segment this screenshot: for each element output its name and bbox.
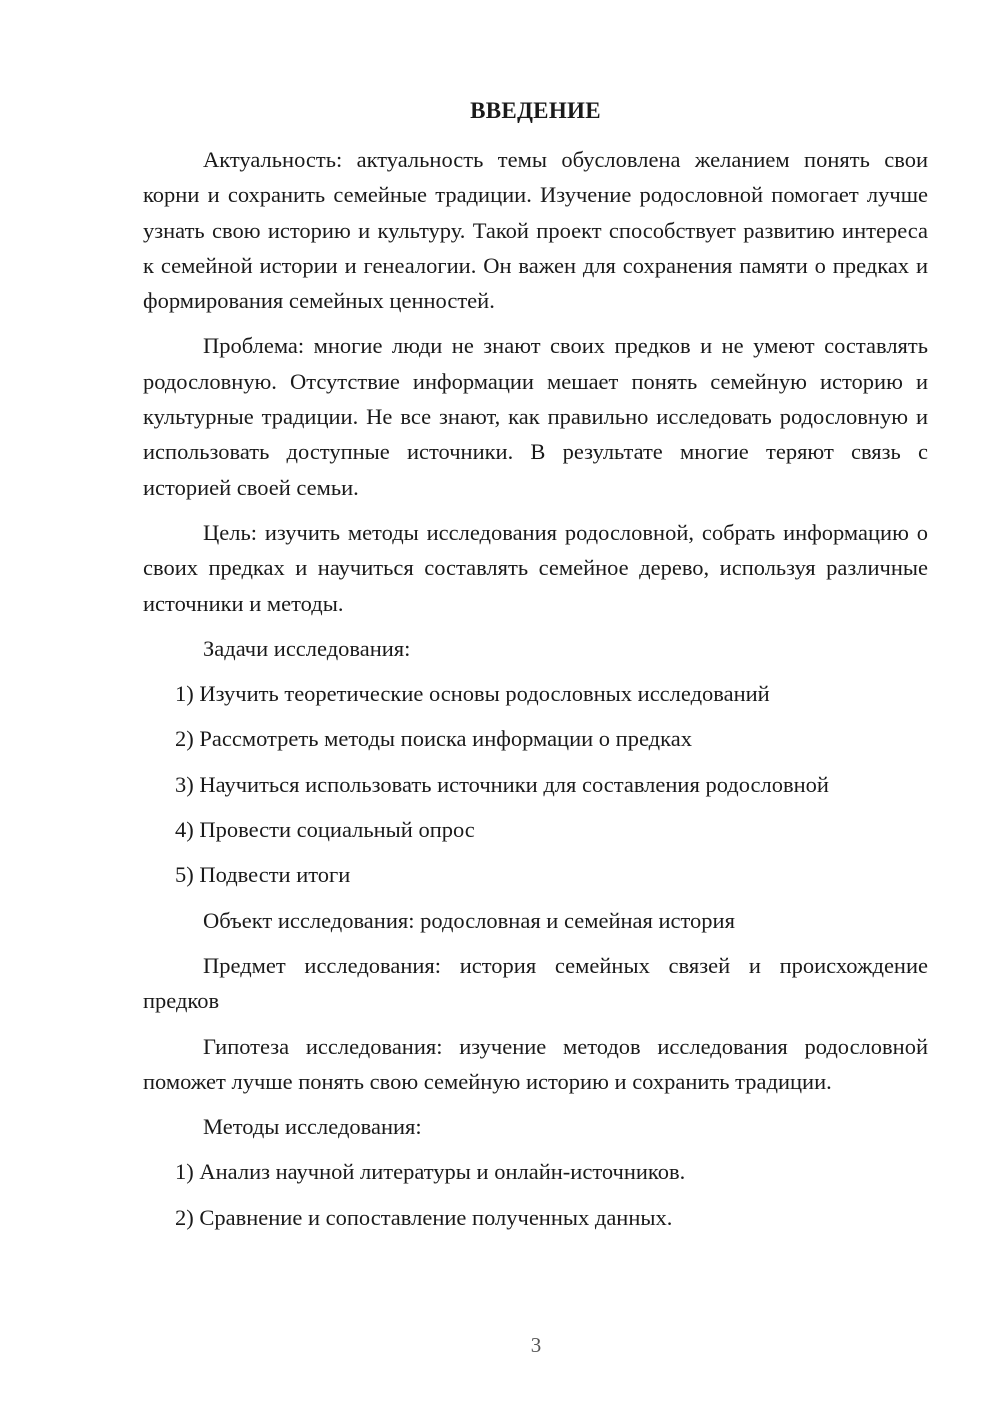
task-item: 3) Научиться использовать источники для составления родословной: [175, 771, 829, 797]
goal-paragraph: Цель: изучить методы исследования родословной, собрать информацию о своих предках и научиться составлять семейное дерево, используя различные источники и методы.: [143, 519, 928, 616]
method-item: 1) Анализ научной литературы и онлайн-источников.: [175, 1159, 686, 1185]
relevance-paragraph: Актуальность: актуальность темы обусловлена желанием понять свои корни и сохранить семейные традиции. Изучение родословной помогает лучше узнать свою историю и культуру. Такой проект способствует развитию интереса к семейной истории и генеалогии. Он важен для сохранения памяти о предках и формирования семейных ценностей.: [143, 147, 928, 314]
methods-title: Методы исследования:: [203, 1114, 422, 1140]
task-item: 2) Рассмотреть методы поиска информации о предках: [175, 726, 692, 752]
section-heading: ВВЕДЕНИЕ: [470, 98, 601, 123]
page-number: 3: [530, 1333, 542, 1357]
hypothesis-paragraph: Гипотеза исследования: изучение методов исследования родословной поможет лучше понять свою семейную историю и сохранить традиции.: [143, 1033, 928, 1094]
document-body: [143, 142, 928, 1245]
tasks-title: Задачи исследования:: [203, 635, 411, 661]
subject-paragraph: Предмет исследования: история семейных связей и происхождение предков: [143, 952, 928, 1014]
problem-paragraph: Проблема: многие люди не знают своих предков и не умеют составлять родословную. Отсутствие информации мешает понять семейную историю и культурные традиции. Не все знают, как правильно исследовать родословную и использовать доступные источники. В результате многие теряют связь с историей своей семьи.: [143, 333, 928, 500]
task-item: 1) Изучить теоретические основы родословных исследований: [175, 681, 770, 707]
task-item: 5) Подвести итоги: [175, 862, 351, 888]
method-item: 2) Сравнение и сопоставление полученных данных.: [175, 1204, 673, 1230]
task-item: 4) Провести социальный опрос: [175, 817, 475, 843]
object-paragraph: Объект исследования: родословная и семейная история: [203, 907, 735, 933]
